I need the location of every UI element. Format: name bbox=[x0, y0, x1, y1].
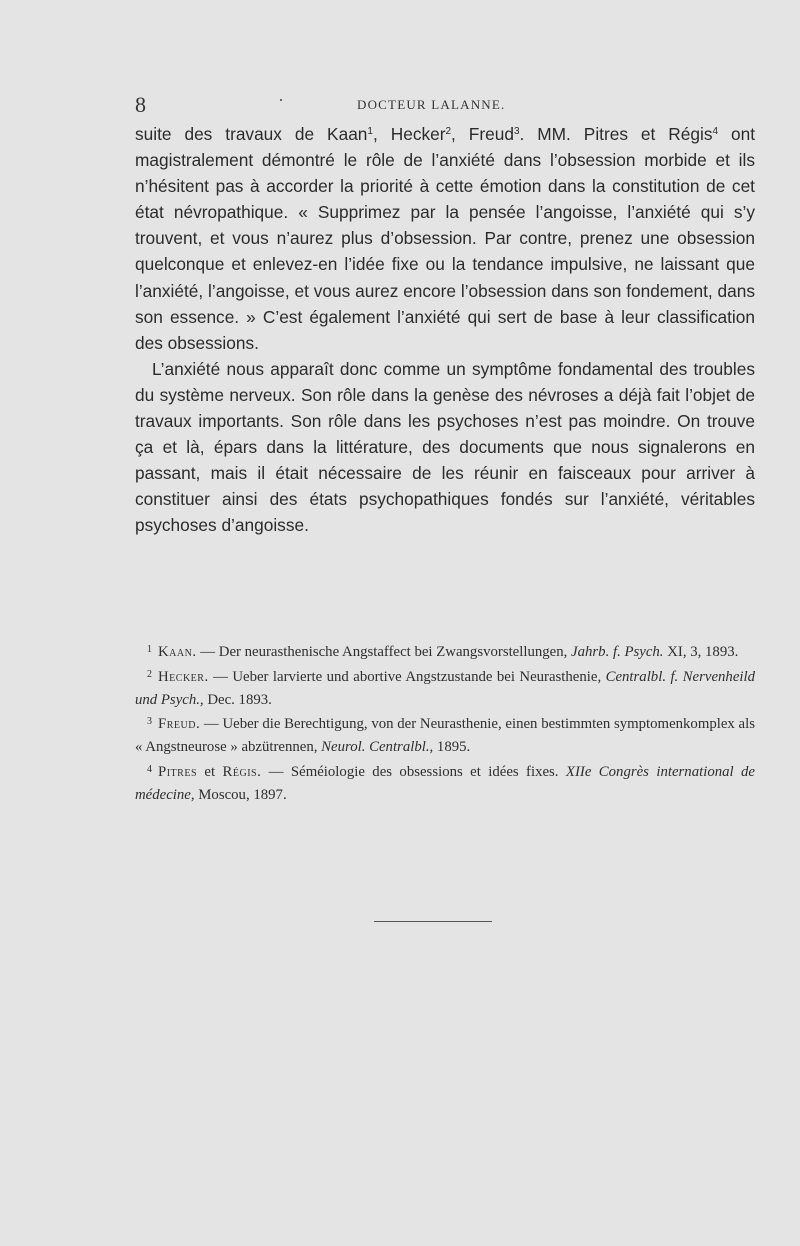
footnote-1 bbox=[135, 639, 755, 664]
footnote-journal: Jahrb. f. Psych. bbox=[571, 644, 664, 660]
footnote-tail: XI, 3, 1893. bbox=[663, 644, 739, 660]
p1-text-e: ont magistralement démontré le rôle de l’anxiété dans l’obsession morbide et ils n’hésitent pas à accorder la priorité à cette émotion dans la constitution de cet état névropathique. « Supprimez par la pensée l’angoisse, l’anxiété qui s’y trouvent, et vous n’aurez plus d’obsession. Par contre, prenez une obsession quelconque et enlevez-en l’idée fixe ou la tendance impulsive, ne laissant que l’anxiété, l’angoisse, et vous aurez encore l’obsession dans son fondement, dans son essence. » C’est également l’anxiété qui sert de base à leur classification des obsessions. bbox=[135, 124, 756, 353]
footnote-tail: Dec. 1893. bbox=[203, 691, 272, 708]
footnote-author: Freud. bbox=[158, 716, 201, 733]
footnote-tail: 1895. bbox=[433, 739, 471, 756]
footnotes bbox=[135, 639, 755, 807]
footnote-ref-1: 1 bbox=[367, 126, 373, 137]
footnote-ref-2: 2 bbox=[445, 126, 452, 137]
footnote-journal: Centralbl. f. Nervenheild und Psych., bbox=[135, 668, 756, 708]
footnote-4 bbox=[135, 759, 755, 807]
running-head: DOCTEUR LALANNE. bbox=[357, 97, 506, 112]
footnote-author: Kaan. bbox=[158, 644, 197, 660]
p1-text-c: , Freud bbox=[451, 124, 514, 144]
footnote-mark: 3 bbox=[147, 716, 152, 728]
footnote-author-2: Régis. bbox=[222, 763, 262, 780]
footnote-journal: XIIe Congrès international de médecine, bbox=[135, 763, 755, 803]
p1-text-a: suite des travaux de Kaan bbox=[135, 124, 368, 144]
page-number: 8 bbox=[135, 92, 146, 117]
footnote-ref-4: 4 bbox=[712, 126, 719, 137]
p1-text-d: . MM. Pitres et Régis bbox=[519, 124, 713, 144]
paragraph-2: L’anxiété nous apparaît donc comme un symptôme fondamental des troubles du système nerveux. Son rôle dans la genèse des névroses a déjà fait l’objet de travaux importants. Son rôle dans les psychoses n’est pas moindre. On trouve ça et là, épars dans la littérature, des documents que nous signalerons en passant, mais il était nécessaire de les réunir en faisceaux pour arriver à constituer ainsi des états psychopathiques fondés sur l’anxiété, véritables psychoses d’angoisse. bbox=[135, 358, 755, 536]
page-header bbox=[135, 92, 755, 116]
footnote-text-2: — Séméiologie des obsessions et idées fixes. bbox=[261, 763, 566, 780]
footnote-tail: Moscou, 1897. bbox=[194, 786, 287, 803]
footnote-text: — Der neurasthenische Angstaffect bei Zwangsvorstellungen, bbox=[196, 644, 572, 660]
footnote-text: et bbox=[197, 763, 223, 780]
footnote-mark: 4 bbox=[147, 763, 152, 775]
footnote-mark: 1 bbox=[147, 644, 152, 655]
footnote-text: — Ueber larvierte und abortive Angstzustande bei Neurasthenie, bbox=[208, 668, 606, 685]
footnote-author: Pitres bbox=[158, 763, 198, 780]
footnote-ref-3: 3 bbox=[513, 126, 520, 137]
footnote-mark: 2 bbox=[147, 668, 152, 680]
paragraph-1 bbox=[135, 121, 755, 356]
footnote-journal: Neurol. Centralbl., bbox=[321, 739, 434, 756]
footnote-text: — Ueber die Berechtigung, von der Neurasthenie, einen bestimmten symptomenkomplex als « Angstneurose » abzütrennen, bbox=[135, 716, 755, 756]
footnote-2 bbox=[135, 664, 755, 712]
footnote-author: Hecker. bbox=[158, 668, 209, 685]
body-text bbox=[135, 121, 755, 539]
p1-text-b: , Hecker bbox=[372, 124, 446, 144]
end-rule bbox=[374, 921, 492, 922]
footnote-3 bbox=[135, 711, 755, 759]
header-dot: · bbox=[278, 90, 284, 110]
